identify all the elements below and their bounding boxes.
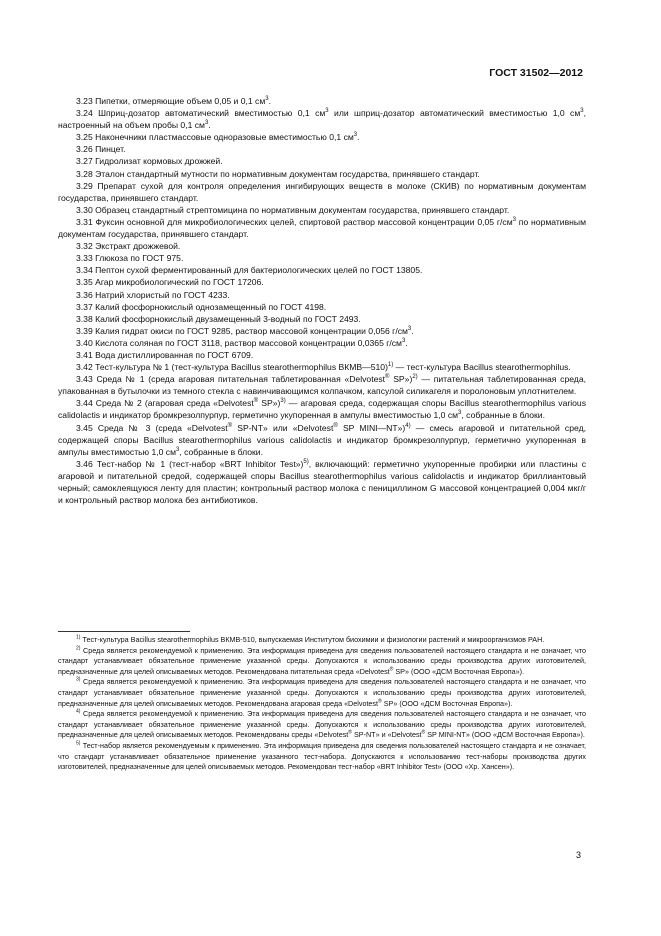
text-run: 3.34 Пептон сухой ферментированный для бактериологических целей по ГОСТ 13805. — [76, 265, 423, 276]
paragraph — [58, 107, 586, 131]
superscript: ® — [333, 422, 338, 429]
text-run: 3.43 Среда № 1 (среда агаровая питательная таблетированная «Delvotest — [76, 374, 386, 385]
text-run: 3.44 Среда № 2 (агаровая среда «Delvotest — [76, 398, 254, 409]
superscript: ® — [227, 422, 233, 429]
text-run: 3.33 Глюкоза по ГОСТ 975. — [76, 253, 184, 264]
footnotes — [58, 635, 586, 773]
superscript: 3 — [325, 108, 329, 115]
text-run: , включающий: герметично укупоренные пробирки или пластины с агаровой и питательной средой, содержащей споры Bacillus stearothermophilus various calidolactis и индикатор бриллиантовый черный; самоклеящуюся ленту для пластин; контрольный раствор молока с пенициллином G массовой концентрацией 0,004 мкг/г и контрольный раствор молока без антибиотиков. — [58, 458, 586, 506]
text-run: 3.45 Среда № 3 (среда «Delvotest — [76, 422, 228, 433]
superscript: 4) — [76, 708, 81, 715]
paragraph — [58, 264, 586, 276]
text-run: 3.29 Препарат сухой для контроля определения ингибирующих веществ в молоке (СКИВ) по нормативным документам государства, принявшего стандарт. — [58, 180, 586, 203]
text-run: SP») — [258, 398, 281, 409]
text-run: 3.31 Фуксин основной для микробиологических целей, спиртовой раствор массовой концентрации 0,05 г/см — [76, 216, 513, 227]
text-run: , настроенный на объем пробы 0,1 см — [58, 108, 586, 131]
text-run: . — [357, 132, 360, 143]
footnote — [58, 677, 586, 709]
superscript: ® — [378, 698, 382, 705]
superscript: 1) — [76, 634, 81, 641]
superscript: 3 — [407, 325, 412, 332]
text-run: — питательная таблетированная среда, упакованная в бутылочки из темного стекла с навинчивающимся колпачком, капсулой силикагеля и поролоновым уплотнителем. — [58, 374, 586, 397]
text-run: по нормативным документам государства, принявшего стандарт. — [58, 216, 586, 240]
paragraph — [58, 289, 586, 301]
text-run: , собранные в блоки. — [179, 446, 263, 457]
superscript: 3 — [265, 96, 269, 103]
text-run: Тест-набор является рекомендуемым к применению. Эта информация приведена для сведения пользователей настоящего стандарта и не означает, что стандарт устанавливает обязательное применение указанного тест-набора. Допускаются к использованию тест-наборы производства других изготовителей, предназначенные для целей описываемых методов. Рекомендован тест-набор «BRT Inhibitor Test» (ООО «Хр. Хансен»). — [58, 740, 586, 772]
text-run: 3.28 Эталон стандартный мутности по нормативным документам государства, принявшего стандарт. — [76, 168, 480, 179]
superscript: 3 — [353, 132, 358, 139]
text-run: 3.46 Тест-набор № 1 (тест-набор «BRT Inhibitor Test») — [76, 458, 304, 469]
text-run: 3.38 Калий фосфорнокислый двузамещенный 3-водный по ГОСТ 2493. — [76, 313, 361, 324]
paragraph — [58, 301, 586, 313]
paragraph — [58, 216, 586, 240]
text-run: или шприц-дозатор автоматический вместимостью 1,0 см — [328, 108, 581, 119]
text-run: 3.35 Агар микробиологический по ГОСТ 17206. — [76, 277, 264, 288]
footnote — [58, 741, 586, 773]
superscript: ® — [348, 729, 353, 736]
paragraph — [58, 276, 586, 288]
text-run: 3.25 Наконечники пластмассовые одноразовые вместимостью 0,1 см — [76, 132, 354, 143]
paragraph — [58, 168, 586, 180]
text-run: SP-NT» и «Delvotest — [352, 730, 422, 740]
superscript: 3 — [176, 446, 180, 453]
superscript: ® — [421, 729, 426, 736]
text-run: 3.26 Пинцет. — [76, 144, 126, 155]
superscript: 3 — [512, 217, 516, 224]
text-run: . — [268, 96, 271, 106]
text-run: SP») — [389, 374, 413, 385]
paragraph — [58, 349, 586, 361]
text-run: . — [208, 120, 211, 131]
text-run: SP MINI-NT» (ООО «ДСМ Восточная Европа»). — [425, 730, 585, 740]
superscript: 3 — [204, 120, 209, 127]
paragraph — [58, 252, 586, 264]
text-run: — тест-культура Bacillus stearothermophilus. — [393, 362, 571, 373]
superscript: 3) — [76, 676, 81, 683]
text-run: SP» (ООО «ДСМ Восточная Европа»). — [381, 698, 513, 708]
superscript: ® — [253, 398, 259, 405]
paragraph — [58, 155, 586, 167]
text-run: Среда является рекомендуемой к применению. Эта информация приведена для сведения пользователей настоящего стандарта и не означает, что стандарт устанавливает обязательное применение указанной среды. Допускаются к использованию среды производства других изготовителей, предназначенные для целей описываемых методов. Рекомендована агаровая среда «Delvotest — [58, 677, 586, 708]
superscript: 4) — [405, 422, 411, 429]
footnote-separator — [58, 631, 190, 632]
paragraph — [58, 95, 586, 107]
paragraph — [58, 422, 586, 458]
text-run: SP MINI—NT») — [337, 422, 406, 433]
paragraph — [58, 313, 586, 325]
text-run: Тест-культура Bacillus stearothermophilus ВКМВ-510, выпускаемая Институтом биохимии и физиологии растений и микроорганизмов РАН. — [80, 635, 545, 644]
paragraph — [58, 204, 586, 216]
paragraph — [58, 180, 586, 204]
main-text — [58, 95, 586, 506]
paragraph — [58, 131, 586, 143]
superscript: 2) — [76, 645, 81, 652]
text-run: , собранные в блоки. — [461, 410, 545, 421]
superscript: 3 — [401, 338, 406, 345]
paragraph — [58, 143, 586, 155]
paragraph — [58, 240, 586, 252]
paragraph — [58, 325, 586, 337]
text-run: 3.39 Калия гидрат окиси по ГОСТ 9285, раствор массовой концентрации 0,056 г/см — [76, 325, 408, 336]
paragraph — [58, 337, 586, 349]
paragraph — [58, 458, 586, 506]
footnote — [58, 709, 586, 741]
text-run: Среда является рекомендуемой к применению. Эта информация приведена для сведения пользователей настоящего стандарта и не означает, что стандарт устанавливает обязательное применение указанной среды. Допускаются к использованию среды производства других изготовителей, предназначенные для целей описываемых методов. Рекомендованы среды «Delvotest — [58, 709, 586, 740]
text-run: 3.40 Кислота соляная по ГОСТ 3118, раствор массовой концентрации 0,0365 г/см — [76, 337, 402, 348]
paragraph — [58, 361, 586, 373]
text-run: Среда является рекомендуемой к применению. Эта информация приведена для сведения пользователей настоящего стандарта и не означает, что стандарт устанавливает обязательное применение указанной среды. Допускаются к использованию среды производства других изготовителей, предназначенные для целей описываемых методов. Рекомендована питательная среда «Delvotest — [58, 645, 586, 676]
text-run: SP-NT» или «Delvotest — [232, 422, 334, 433]
paragraph — [58, 397, 586, 421]
text-run: 3.23 Пипетки, отмеряющие объем 0,05 и 0,1 см — [76, 96, 266, 106]
text-run: 3.27 Гидролизат кормовых дрожжей. — [76, 156, 223, 167]
superscript: 1) — [387, 362, 394, 369]
text-run: 3.24 Шприц-дозатор автоматический вместимостью 0,1 см — [76, 108, 326, 119]
paragraph — [58, 373, 586, 397]
superscript: ® — [385, 374, 390, 381]
text-run: 3.32 Экстракт дрожжевой. — [76, 241, 181, 252]
superscript: 3 — [580, 108, 584, 115]
superscript: 5) — [76, 740, 81, 747]
text-run: . — [411, 325, 414, 336]
text-run: 3.42 Тест-культура № 1 (тест-культура Bacillus stearothermophilus ВКМВ—510) — [76, 362, 388, 373]
text-run: — агаровая среда, содержащая споры Bacillus stearothermophilus various calidolactis и индикатор бромкрезолпурпур, герметично укупоренная в ампулы вместимостью 1,0 см — [58, 398, 587, 421]
footnote — [58, 646, 586, 678]
text-run: — смесь агаровой и питательной сред, содержащей споры Bacillus stearothermophilus various calidolactis и индикатор бромкрезолпурпур, герметично укупоренная в ампулы вместимостью 1,0 см — [58, 422, 586, 457]
superscript: 5) — [303, 458, 309, 465]
document-header: ГОСТ 31502—2012 — [489, 67, 583, 79]
text-run: 3.30 Образец стандартный стрептомицина по нормативным документам государства, принявшего стандарт. — [76, 204, 510, 215]
superscript: 3 — [458, 410, 462, 417]
text-run: 3.36 Натрий хлористый по ГОСТ 4233. — [76, 289, 230, 300]
superscript: 2) — [412, 374, 418, 381]
text-run: 3.37 Калий фосфорнокислый однозамещенный по ГОСТ 4198. — [76, 301, 327, 312]
text-run: SP» (ООО «ДСМ Восточная Европа»). — [393, 666, 525, 676]
text-run: . — [405, 337, 408, 348]
text-run: 3.41 Вода дистиллированная по ГОСТ 6709. — [76, 349, 254, 360]
superscript: ® — [389, 666, 394, 673]
superscript: 3) — [280, 398, 286, 405]
footnote — [58, 635, 586, 646]
page-number: 3 — [575, 850, 581, 860]
